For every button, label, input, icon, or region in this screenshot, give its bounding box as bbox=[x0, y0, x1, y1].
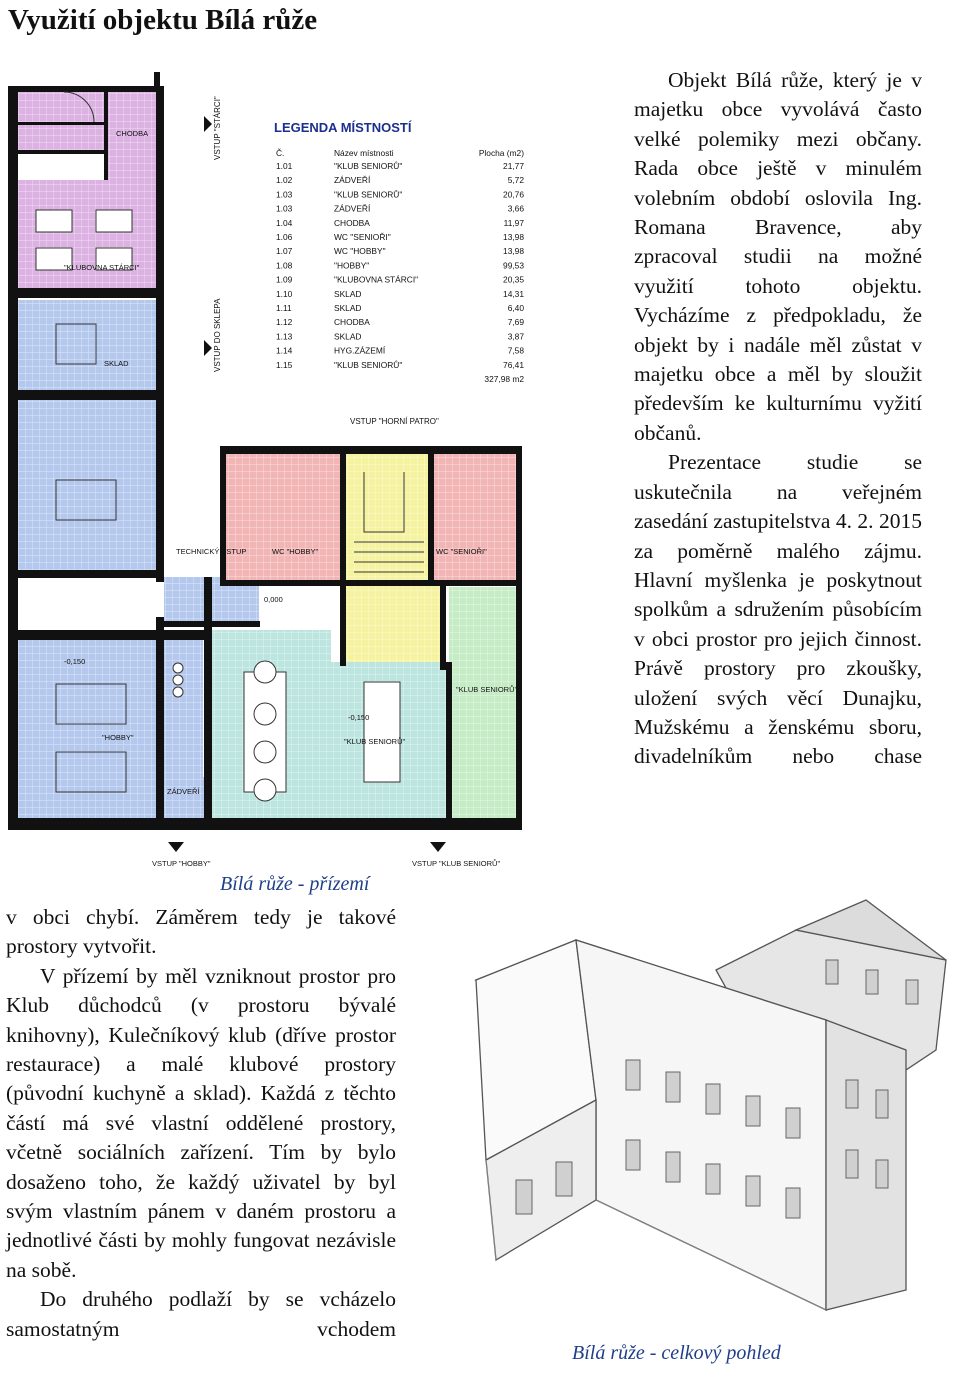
legend-header-cell: Název místnosti bbox=[334, 148, 394, 158]
paragraph: Do druhého podlaží by se vcházelo samostatným vchodem bbox=[6, 1287, 396, 1341]
legend-cell: 7,58 bbox=[507, 345, 524, 356]
plan-label: -0,150 bbox=[64, 657, 86, 666]
legend-cell: "KLUB SENIORŮ" bbox=[334, 161, 403, 171]
paragraph: Objekt Bílá růže, který je v majetku obce vyvolává často velké polemiky mezi občany. Rada obce ještě v minulém volebním období oslovila Ing. Romana Bravence, aby zpracoval studii na možné využití tohoto objektu. Vycházíme z předpokladu, že objekt by i nadále měl zůstat v majetku obce a měl by sloužit především ke kulturnímu vyžití občanů. bbox=[634, 68, 922, 445]
legend-cell: 1.06 bbox=[276, 232, 293, 242]
legend-cell: 1.01 bbox=[276, 161, 293, 171]
legend-cell: ZÁDVEŘÍ bbox=[334, 203, 371, 214]
legend-cell: 1.12 bbox=[276, 317, 293, 328]
plan-label: "KLUBOVNA STÁRCI" bbox=[64, 263, 140, 272]
legend-cell: "KLUB SENIORŮ" bbox=[334, 189, 403, 200]
plan-label: CHODBA bbox=[116, 129, 149, 138]
legend-cell: SKLAD bbox=[334, 303, 362, 313]
legend-cell: 1.08 bbox=[276, 260, 293, 271]
legend-cell: 13,98 bbox=[503, 232, 524, 242]
plan-label: VSTUP "HORNÍ PATRO" bbox=[350, 417, 439, 426]
legend-cell: 1.14 bbox=[276, 345, 293, 356]
legend-cell: 6,40 bbox=[507, 303, 524, 313]
legend-cell: 5,72 bbox=[507, 175, 524, 186]
legend-cell: SKLAD bbox=[334, 331, 362, 342]
plan-label: WC "SENIOŘI" bbox=[436, 547, 487, 556]
plan-label: "HOBBY" bbox=[102, 733, 134, 742]
legend-cell: 20,35 bbox=[503, 274, 524, 285]
paragraph: v obci chybí. Záměrem tedy je takové prostory vytvořit. bbox=[6, 905, 396, 959]
legend-header-cell: Č. bbox=[276, 148, 285, 158]
left-column bbox=[6, 903, 396, 1344]
legend-cell: 99,53 bbox=[503, 260, 524, 271]
right-column bbox=[634, 66, 922, 772]
caption-view: Bílá růže - celkový pohled bbox=[572, 1342, 781, 1364]
legend-title: LEGENDA MÍSTNOSTÍ bbox=[274, 120, 412, 135]
legend-cell: CHODBA bbox=[334, 217, 370, 228]
legend-cell: 76,41 bbox=[503, 359, 524, 370]
legend-cell: 11,97 bbox=[503, 217, 524, 228]
paragraph: V přízemí by měl vzniknout prostor pro Klub důchodců (v prostoru bývalé knihovny), Kulečníkový klub (dříve prostor restaurace) a malé klubové prostory (původní kuchyně a sklad). Každá z těchto částí má své vlastní oddělené prostory, včetně sociálních zařízení. Tím by bylo dosaženo toho, že každý uživatel by byl svým vlastním pánem v daném prostoru a jednotlivé části by mohly fungovat nezávisle na sobě. bbox=[6, 963, 396, 1282]
floor-plan bbox=[4, 72, 522, 870]
legend-cell: 3,87 bbox=[507, 331, 524, 342]
legend-cell: HYG.ZÁZEMÍ bbox=[334, 345, 386, 356]
legend-cell: WC "SENIOŘI" bbox=[334, 232, 391, 242]
legend-cell: ZÁDVEŘÍ bbox=[334, 175, 371, 186]
legend-cell: "KLUB SENIORŮ" bbox=[334, 359, 403, 370]
legend-header-cell: Plocha (m2) bbox=[478, 148, 524, 158]
legend-cell: 20,76 bbox=[503, 189, 524, 200]
legend-cell: 1.03 bbox=[276, 203, 293, 214]
legend-cell: 3,66 bbox=[507, 203, 524, 214]
plan-label: VSTUP DO SKLEPA bbox=[213, 298, 222, 372]
legend-cell: CHODBA bbox=[334, 317, 370, 328]
legend-cell: 7,69 bbox=[507, 317, 524, 328]
legend-cell: 1.11 bbox=[276, 303, 292, 313]
page-title: Využití objektu Bílá růže bbox=[8, 4, 318, 36]
legend-cell: WC "HOBBY" bbox=[334, 246, 386, 257]
plan-label: 0,000 bbox=[264, 595, 283, 604]
plan-label: VSTUP "KLUB SENIORŮ" bbox=[412, 859, 501, 868]
plan-label: -0,150 bbox=[348, 713, 370, 722]
legend-cell: 13,98 bbox=[503, 246, 524, 257]
legend-cell: SKLAD bbox=[334, 288, 362, 299]
legend-cell: 1.10 bbox=[276, 288, 293, 299]
legend-cell: 1.02 bbox=[276, 175, 293, 186]
legend-cell: 1.03 bbox=[276, 189, 293, 200]
legend-cell: "KLUBOVNA STÁRCI" bbox=[334, 274, 419, 285]
plan-label: "KLUB SENIORŮ" bbox=[344, 737, 406, 746]
legend-cell: 1.13 bbox=[276, 331, 293, 342]
caption-plan: Bílá růže - přízemí bbox=[220, 873, 370, 895]
legend-cell: 14,31 bbox=[503, 288, 524, 299]
paragraph: Prezentace studie se uskutečnila na veřejném zasedání zastupitelstva 4. 2. 2015 za poměrně malého zájmu. Hlavní myšlenka je poskytnout spolkům a sdružením působícím v obci prostor pro jejich činnost. Právě prostory pro zkoušky, uložení svých věcí Dunajku, Mužskému a ženskému sboru, divadelníkům nebo chase bbox=[634, 450, 922, 769]
legend-cell: 21,77 bbox=[503, 161, 524, 171]
legend-cell: "HOBBY" bbox=[334, 260, 370, 271]
plan-label: SKLAD bbox=[104, 359, 129, 368]
plan-label: "KLUB SENIORŮ" bbox=[456, 685, 518, 694]
legend-cell: 1.07 bbox=[276, 246, 293, 257]
legend-total: 327,98 m2 bbox=[484, 374, 524, 384]
building-3d-view bbox=[466, 900, 960, 1340]
plan-label: VSTUP "HOBBY" bbox=[152, 859, 211, 868]
plan-label: WC "HOBBY" bbox=[272, 547, 319, 556]
plan-label: ZÁDVEŘÍ bbox=[167, 787, 200, 796]
plan-label: VSTUP "STÁRCI" bbox=[213, 96, 222, 160]
plan-label: TECHNICKÝ VSTUP bbox=[176, 547, 247, 556]
legend-cell: 1.04 bbox=[276, 217, 293, 228]
legend-cell: 1.09 bbox=[276, 274, 293, 285]
legend-cell: 1.15 bbox=[276, 359, 293, 370]
